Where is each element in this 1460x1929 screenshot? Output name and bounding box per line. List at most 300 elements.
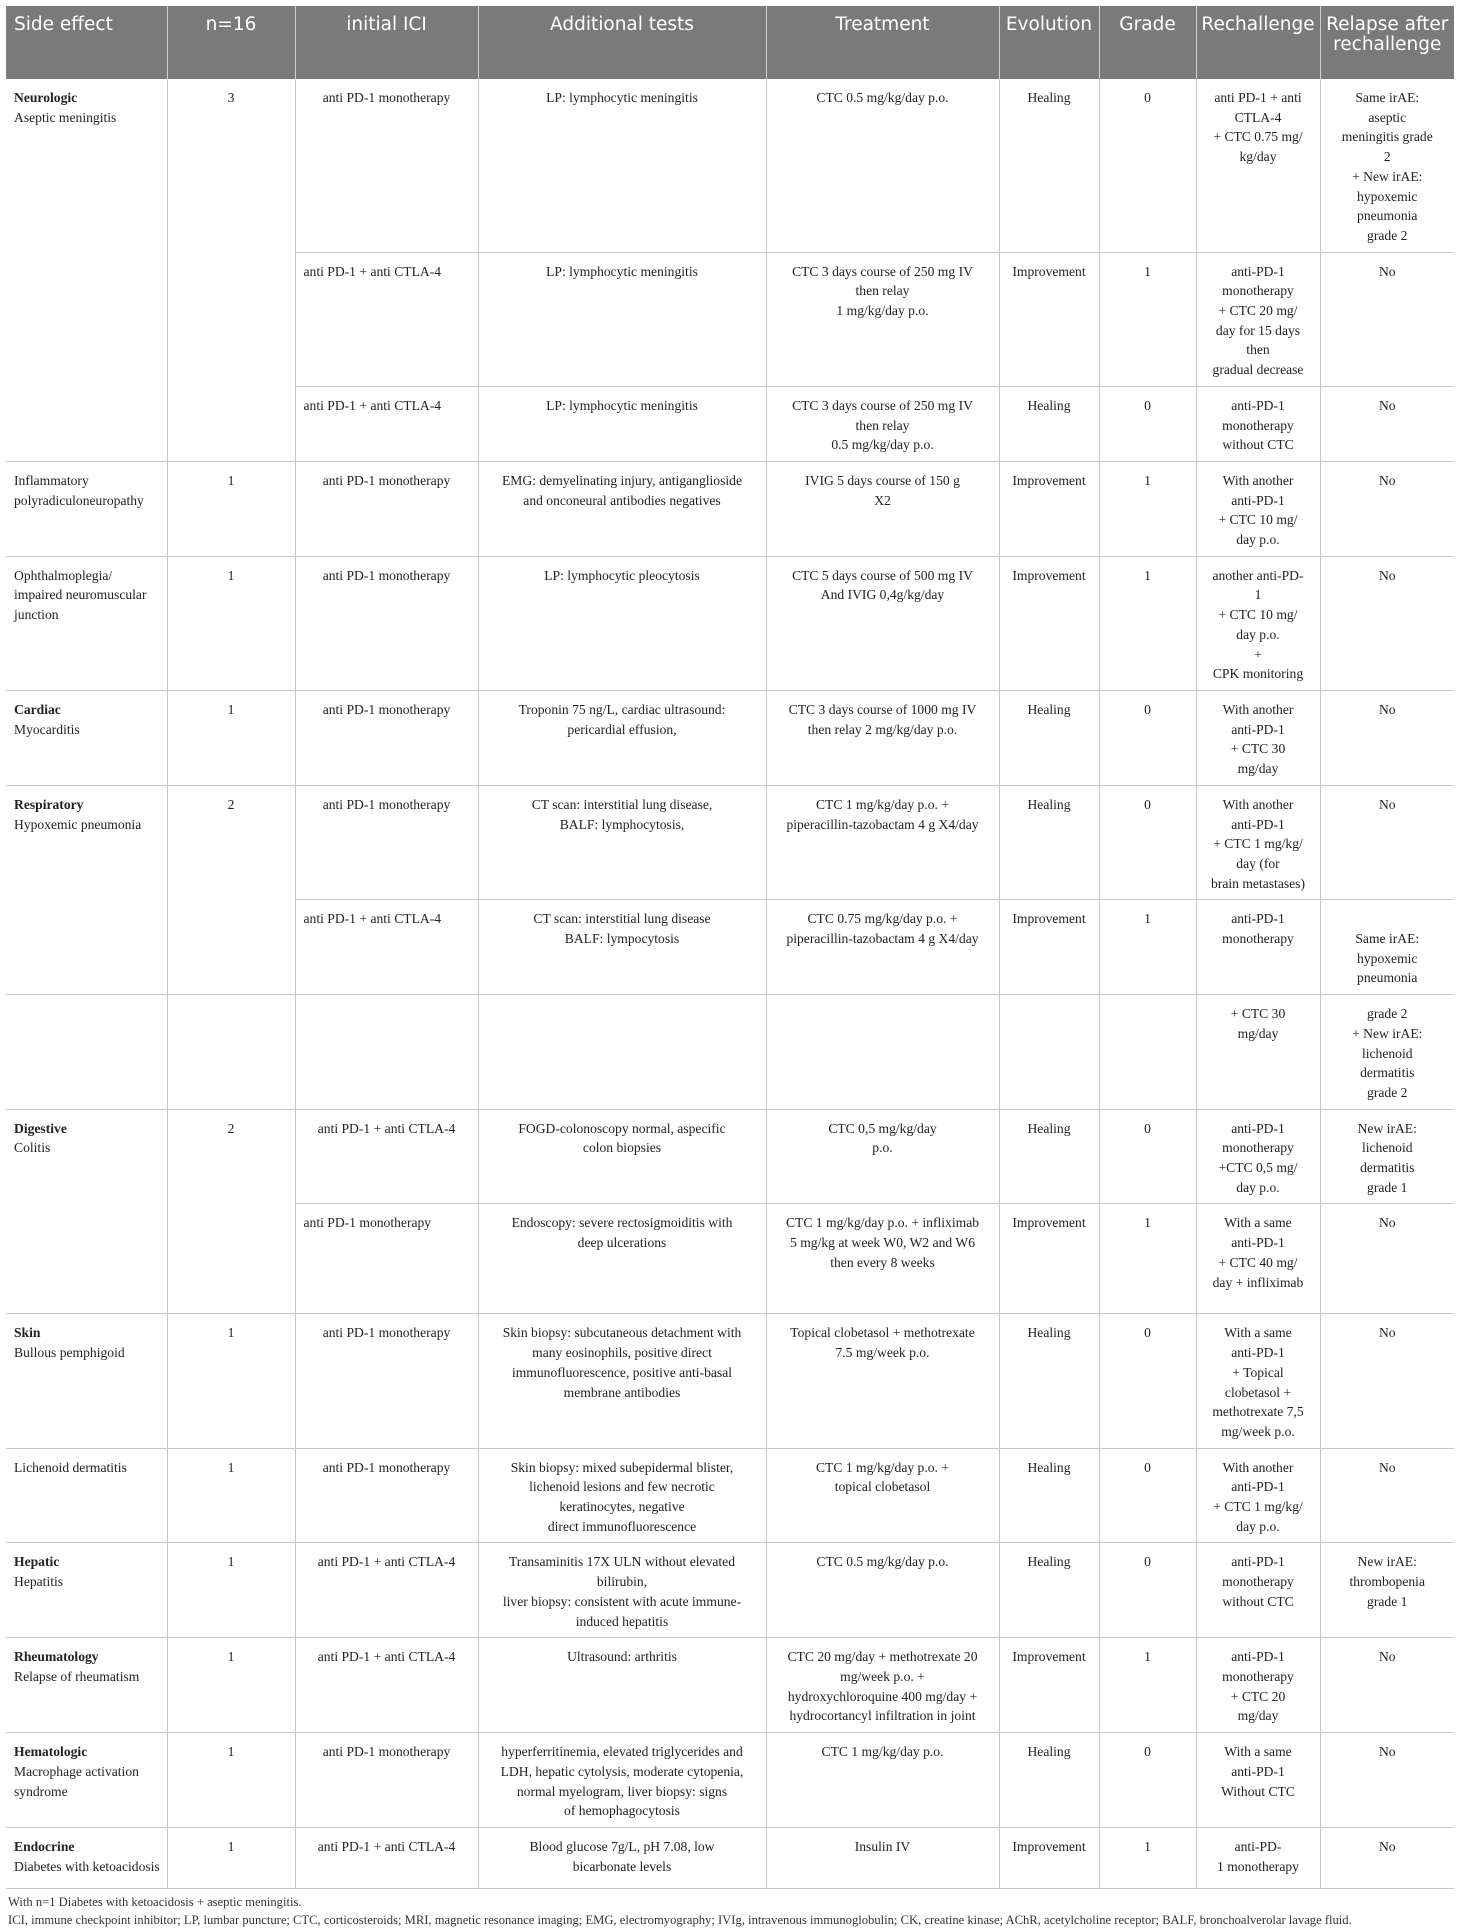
grade-cell: 1 <box>1099 1827 1196 1888</box>
rechallenge-cell <box>1196 1314 1320 1448</box>
evolution-cell: Improvement <box>999 1204 1099 1314</box>
system-label: Skin <box>14 1325 41 1341</box>
condition-label: Myocarditis <box>14 721 80 737</box>
cell-line: + CTC 10 mg/ <box>1218 512 1298 528</box>
cell-line: monotherapy <box>1222 1669 1294 1684</box>
evolution-cell: Healing <box>999 1109 1099 1204</box>
cell-line: + CTC 40 mg/ <box>1218 1254 1298 1270</box>
cell-line: aseptic <box>1368 109 1407 125</box>
cell-line: anti-PD-1 <box>1231 816 1285 832</box>
cell-line: pneumonia <box>1357 208 1418 224</box>
treatment-cell <box>766 1314 999 1448</box>
initial-ici-cell: anti PD-1 + anti CTLA-4 <box>295 386 478 461</box>
evolution-cell: Improvement <box>999 900 1099 995</box>
cell-line: mg/day <box>1237 761 1279 777</box>
initial-ici-cell: anti PD-1 + anti CTLA-4 <box>295 1638 478 1733</box>
cell-line: membrane antibodies <box>563 1384 681 1400</box>
treatment-cell <box>766 1827 999 1888</box>
rechallenge-cell <box>1196 1109 1320 1204</box>
cell-line: CTC 0.5 mg/kg/day p.o. <box>816 1554 949 1570</box>
table-row <box>6 1733 1454 1828</box>
rechallenge-cell <box>1196 1733 1320 1828</box>
grade-cell: 0 <box>1099 1448 1196 1543</box>
treatment-cell <box>766 252 999 386</box>
system-label: Hepatic <box>14 1554 60 1570</box>
cell-line: day p.o. <box>1236 1518 1280 1534</box>
cell-line: CTC 1 mg/kg/day p.o. + <box>815 796 950 812</box>
additional-tests-cell <box>478 1827 766 1888</box>
n-cell: 1 <box>167 461 295 556</box>
cell-line: CTC 1 mg/kg/day p.o. + <box>815 1459 950 1475</box>
side-effect-cell <box>6 995 167 1110</box>
cell-line: grade 2 <box>1367 227 1408 243</box>
header-treatment: Treatment <box>766 6 999 79</box>
grade-cell: 0 <box>1099 785 1196 900</box>
cell-line: liver biopsy: consistent with acute immune- <box>502 1593 742 1609</box>
cell-line: mg/day <box>1237 1708 1279 1724</box>
cell-line: piperacillin-tazobactam 4 g X4/day <box>786 816 979 832</box>
cell-line: day p.o. <box>1236 532 1280 548</box>
system-label: Digestive <box>14 1120 67 1136</box>
cell-line: And IVIG 0,4g/kg/day <box>820 587 945 603</box>
side-effect-cell <box>6 1314 167 1448</box>
cell-line: CTLA-4 <box>1234 109 1282 125</box>
cell-line: normal myelogram, liver biopsy: signs <box>516 1783 728 1799</box>
additional-tests-cell <box>478 785 766 900</box>
cell-line: monotherapy <box>1222 1140 1294 1156</box>
relapse-cell <box>1320 1109 1454 1204</box>
side-effect-cell <box>6 1638 167 1733</box>
table-row <box>6 995 1454 1110</box>
cell-line: monotherapy <box>1222 931 1294 947</box>
cell-line: day (for <box>1236 855 1280 871</box>
grade-cell: 0 <box>1099 1733 1196 1828</box>
grade-cell: 0 <box>1099 79 1196 252</box>
cell-line: + CTC 20 mg/ <box>1218 303 1298 319</box>
cell-line: hydroxychloroquine 400 mg/day + <box>787 1688 978 1704</box>
system-label: Rheumatology <box>14 1649 99 1665</box>
relapse-cell <box>1320 79 1454 252</box>
treatment-cell <box>766 900 999 995</box>
cell-line: hydrocortancyl infiltration in joint <box>789 1708 976 1724</box>
cell-line: anti PD-1 + anti <box>1214 90 1302 105</box>
n-cell: 1 <box>167 1314 295 1448</box>
rechallenge-cell <box>1196 461 1320 556</box>
cell-line: CPK monitoring <box>1212 666 1304 682</box>
cell-line: No <box>1378 567 1396 583</box>
evolution-cell <box>999 995 1099 1110</box>
system-label: Neurologic <box>14 90 78 105</box>
cell-line: then relay 2 mg/kg/day p.o. <box>807 721 958 737</box>
cell-line: FOGD-colonoscopy normal, aspecific <box>518 1120 726 1136</box>
header-additional-tests: Additional tests <box>478 6 766 79</box>
cell-line: direct immunofluorescence <box>547 1518 697 1534</box>
side-effect-cell <box>6 1448 167 1543</box>
initial-ici-cell: anti PD-1 monotherapy <box>295 1733 478 1828</box>
table-row <box>6 1543 1454 1638</box>
cell-line: + CTC 30 <box>1230 741 1286 757</box>
relapse-cell <box>1320 252 1454 386</box>
table-row <box>6 79 1454 252</box>
cell-line: then relay <box>855 417 910 433</box>
relapse-cell <box>1320 1314 1454 1448</box>
cell-line: monotherapy <box>1222 1574 1294 1590</box>
table-row <box>6 785 1454 900</box>
cell-line: then every 8 weeks <box>830 1254 935 1270</box>
condition-label: Hypoxemic pneumonia <box>14 816 142 832</box>
cell-line: anti-PD-1 <box>1231 1345 1285 1361</box>
n-cell: 1 <box>167 1638 295 1733</box>
cell-line: hyperferritinemia, elevated triglycerides and <box>501 1744 743 1760</box>
cell-line: p.o. <box>872 1140 893 1156</box>
rechallenge-cell <box>1196 556 1320 690</box>
cell-line: 5 mg/kg at week W0, W2 and W6 <box>790 1235 975 1251</box>
cell-line: CT scan: interstitial lung disease <box>533 911 711 927</box>
n-cell: 3 <box>167 79 295 461</box>
side-effect-cell <box>6 785 167 994</box>
table-header <box>6 6 1454 79</box>
cell-line: Endoscopy: severe rectosigmoiditis with <box>511 1215 733 1231</box>
cell-line: New irAE: <box>1357 1554 1417 1570</box>
cell-line: 2 <box>1383 149 1391 165</box>
cell-line: BALF: lympocytosis <box>564 931 680 947</box>
cell-line: Troponin 75 ng/L, cardiac ultrasound: <box>518 701 726 717</box>
cell-line: + <box>1254 646 1262 662</box>
system-label: Respiratory <box>14 796 84 812</box>
cell-line: Same irAE: <box>1355 90 1420 105</box>
cell-line: anti-PD- <box>1234 1838 1282 1854</box>
relapse-cell <box>1320 461 1454 556</box>
cell-line: 7.5 mg/week p.o. <box>835 1345 930 1361</box>
cell-line: With a same <box>1224 1744 1292 1760</box>
side-effect-cell <box>6 690 167 785</box>
additional-tests-cell <box>478 1638 766 1733</box>
cell-line: Topical clobetasol + methotrexate <box>790 1325 975 1341</box>
grade-cell: 1 <box>1099 252 1196 386</box>
evolution-cell: Healing <box>999 785 1099 900</box>
cell-line: without CTC <box>1222 1593 1294 1609</box>
cell-line: Insulin IV <box>854 1838 911 1854</box>
n-cell: 1 <box>167 690 295 785</box>
n-cell: 2 <box>167 785 295 994</box>
condition-label: Colitis <box>14 1140 51 1156</box>
cell-line: CTC 3 days course of 250 mg IV <box>792 397 973 413</box>
table-container <box>6 6 1454 1929</box>
table-row <box>6 690 1454 785</box>
cell-line: New irAE: <box>1357 1120 1417 1136</box>
cell-line: 0.5 mg/kg/day p.o. <box>831 437 934 453</box>
treatment-cell <box>766 995 999 1110</box>
evolution-cell: Healing <box>999 1314 1099 1448</box>
n-cell: 1 <box>167 1733 295 1828</box>
cell-line: + Topical <box>1232 1364 1284 1380</box>
cell-line: anti-PD-1 <box>1231 911 1285 927</box>
cell-line: IVIG 5 days course of 150 g <box>805 472 960 488</box>
cell-line: With another <box>1222 796 1294 812</box>
side-effect-cell <box>6 461 167 556</box>
cell-line: 1 <box>1254 587 1262 603</box>
cell-line: No <box>1378 397 1396 413</box>
cell-line <box>1327 909 1449 929</box>
treatment-cell <box>766 1733 999 1828</box>
cell-line: immunofluorescence, positive anti-basal <box>511 1364 733 1380</box>
cell-line: Same irAE: <box>1355 931 1420 947</box>
additional-tests-cell <box>478 556 766 690</box>
footnote-1: With n=1 Diabetes with ketoacidosis + aseptic meningitis. <box>8 1894 302 1909</box>
additional-tests-cell <box>478 252 766 386</box>
cell-line: + CTC 20 <box>1230 1688 1286 1704</box>
cell-line: clobetasol + <box>1224 1384 1292 1400</box>
grade-cell: 1 <box>1099 1204 1196 1314</box>
evolution-cell: Improvement <box>999 1827 1099 1888</box>
additional-tests-cell <box>478 900 766 995</box>
cell-line: CTC 0,5 mg/kg/day <box>828 1120 937 1136</box>
cell-line: No <box>1378 1325 1396 1341</box>
additional-tests-cell <box>478 1109 766 1204</box>
cell-line: monotherapy <box>1222 417 1294 433</box>
table-row <box>6 1827 1454 1888</box>
additional-tests-cell <box>478 1733 766 1828</box>
additional-tests-cell <box>478 1204 766 1314</box>
cell-line: monotherapy <box>1222 283 1294 299</box>
cell-line: anti-PD-1 <box>1231 1120 1285 1136</box>
table-row <box>6 556 1454 690</box>
n-cell: 2 <box>167 1109 295 1314</box>
rechallenge-cell <box>1196 1827 1320 1888</box>
evolution-cell: Healing <box>999 1448 1099 1543</box>
initial-ici-cell: anti PD-1 monotherapy <box>295 785 478 900</box>
side-effect-cell <box>6 79 167 461</box>
evolution-cell: Improvement <box>999 252 1099 386</box>
evolution-cell: Healing <box>999 1733 1099 1828</box>
cell-line: CTC 3 days course of 1000 mg IV <box>788 701 977 717</box>
evolution-cell: Improvement <box>999 461 1099 556</box>
cell-line: Skin biopsy: subcutaneous detachment with <box>502 1325 742 1341</box>
cell-line: X2 <box>874 492 891 508</box>
initial-ici-cell: anti PD-1 monotherapy <box>295 79 478 252</box>
cell-line: LP: lymphocytic meningitis <box>546 263 698 279</box>
initial-ici-cell: anti PD-1 monotherapy <box>295 461 478 556</box>
rechallenge-cell <box>1196 79 1320 252</box>
cell-line: No <box>1378 1838 1396 1854</box>
cell-line: grade 1 <box>1367 1593 1408 1609</box>
cell-line: With another <box>1222 701 1294 717</box>
cell-line: mg/week p.o. <box>1221 1423 1295 1439</box>
rechallenge-cell <box>1196 386 1320 461</box>
treatment-cell <box>766 79 999 252</box>
cell-line: With another <box>1222 472 1294 488</box>
additional-tests-cell <box>478 79 766 252</box>
cell-line: bilirubin, <box>596 1574 648 1590</box>
grade-cell: 1 <box>1099 461 1196 556</box>
cell-line: + CTC 1 mg/kg/ <box>1213 836 1303 852</box>
cell-line: anti-PD-1 <box>1231 1235 1285 1251</box>
cell-line: gradual decrease <box>1212 362 1304 378</box>
initial-ici-cell: anti PD-1 + anti CTLA-4 <box>295 252 478 386</box>
cell-line: Blood glucose 7g/L, pH 7.08, low <box>529 1838 715 1854</box>
cell-line: day p.o. <box>1236 1179 1280 1195</box>
rechallenge-cell <box>1196 1638 1320 1733</box>
cell-line: grade 2 <box>1367 1006 1408 1022</box>
condition-label: Relapse of rheumatism <box>14 1669 140 1684</box>
rechallenge-cell <box>1196 1204 1320 1314</box>
cell-line: anti-PD-1 <box>1231 1649 1285 1665</box>
cell-line: + New irAE: <box>1352 168 1423 184</box>
initial-ici-cell: anti PD-1 + anti CTLA-4 <box>295 900 478 995</box>
rechallenge-cell <box>1196 690 1320 785</box>
side-effect-cell <box>6 556 167 690</box>
n-cell: 1 <box>167 1448 295 1543</box>
cell-line: CTC 3 days course of 250 mg IV <box>792 263 973 279</box>
cell-line: colon biopsies <box>582 1140 662 1156</box>
cell-line: and onconeural antibodies negatives <box>523 492 721 508</box>
initial-ici-cell: anti PD-1 + anti CTLA-4 <box>295 1543 478 1638</box>
grade-cell: 1 <box>1099 1638 1196 1733</box>
cell-line: grade 1 <box>1367 1179 1408 1195</box>
condition-label: Hepatitis <box>14 1574 64 1590</box>
cell-line: methotrexate 7,5 <box>1212 1404 1304 1420</box>
cell-line: LP: lymphocytic pleocytosis <box>544 567 700 583</box>
condition-label: Bullous pemphigoid <box>14 1345 125 1361</box>
cell-line: Ultrasound: arthritis <box>567 1649 677 1665</box>
table-body <box>6 79 1454 1888</box>
cell-line: Skin biopsy: mixed subepidermal blister, <box>510 1459 734 1475</box>
table-row <box>6 1314 1454 1448</box>
relapse-cell <box>1320 900 1454 995</box>
condition-label: Diabetes with ketoacidosis <box>14 1858 160 1874</box>
additional-tests-cell <box>478 1448 766 1543</box>
evolution-cell: Improvement <box>999 1638 1099 1733</box>
treatment-cell <box>766 690 999 785</box>
cell-line: anti-PD-1 <box>1231 492 1285 508</box>
rechallenge-cell <box>1196 995 1320 1110</box>
treatment-cell <box>766 556 999 690</box>
n-cell: 1 <box>167 556 295 690</box>
cell-line: LDH, hepatic cytolysis, moderate cytopenia, <box>500 1763 744 1779</box>
evolution-cell: Healing <box>999 1543 1099 1638</box>
additional-tests-cell <box>478 995 766 1110</box>
table-row <box>6 1448 1454 1543</box>
evolution-cell: Improvement <box>999 556 1099 690</box>
rechallenge-cell <box>1196 1448 1320 1543</box>
system-label: Cardiac <box>14 701 61 717</box>
n-cell <box>167 995 295 1110</box>
cell-line: LP: lymphocytic meningitis <box>546 397 698 413</box>
cell-line: 1 monotherapy <box>1217 1858 1299 1874</box>
rechallenge-cell <box>1196 252 1320 386</box>
grade-cell: 0 <box>1099 1314 1196 1448</box>
cell-line: day for 15 days <box>1215 322 1301 338</box>
grade-cell: 0 <box>1099 1109 1196 1204</box>
cell-line: day + infliximab <box>1212 1274 1304 1290</box>
cell-line: thrombopenia <box>1349 1574 1425 1590</box>
n-cell: 1 <box>167 1827 295 1888</box>
cell-line: No <box>1378 472 1396 488</box>
n-cell: 1 <box>167 1543 295 1638</box>
cell-line: CTC 0.75 mg/kg/day p.o. + <box>807 911 958 927</box>
cell-line: of hemophagocytosis <box>564 1803 680 1819</box>
cell-line: CTC 0.5 mg/kg/day p.o. <box>816 90 949 105</box>
cell-line: anti-PD-1 <box>1231 1554 1285 1570</box>
header-evolution: Evolution <box>999 6 1099 79</box>
relapse-cell <box>1320 785 1454 900</box>
cell-line: No <box>1378 1649 1396 1665</box>
cell-line: LP: lymphocytic meningitis <box>546 90 698 105</box>
treatment-cell <box>766 1543 999 1638</box>
rechallenge-cell <box>1196 1543 1320 1638</box>
cell-line: CTC 1 mg/kg/day p.o. <box>821 1744 944 1760</box>
treatment-cell <box>766 1204 999 1314</box>
cell-line: + New irAE: <box>1352 1025 1423 1041</box>
additional-tests-cell <box>478 1543 766 1638</box>
cell-line: CTC 20 mg/day + methotrexate 20 <box>787 1649 978 1665</box>
grade-cell: 1 <box>1099 900 1196 995</box>
cell-line: day p.o. <box>1236 626 1280 642</box>
cell-line: pneumonia <box>1357 970 1418 986</box>
relapse-cell <box>1320 1827 1454 1888</box>
cell-line: CT scan: interstitial lung disease, <box>531 796 713 812</box>
relapse-cell <box>1320 556 1454 690</box>
cell-line: many eosinophils, positive direct <box>532 1345 712 1361</box>
cell-line: Without CTC <box>1221 1783 1295 1799</box>
cell-line: without CTC <box>1222 437 1294 453</box>
cell-line: + CTC 1 mg/kg/ <box>1213 1499 1303 1515</box>
rechallenge-cell <box>1196 785 1320 900</box>
cell-line: topical clobetasol <box>834 1479 931 1495</box>
cell-line: dermatitis <box>1360 1065 1415 1081</box>
cell-line: With another <box>1222 1459 1294 1475</box>
initial-ici-cell: anti PD-1 monotherapy <box>295 1204 478 1314</box>
cell-line: No <box>1378 796 1396 812</box>
evolution-cell: Healing <box>999 79 1099 252</box>
cell-line: kg/day <box>1239 149 1277 165</box>
header-initial-ici: initial ICI <box>295 6 478 79</box>
cell-line: another anti-PD- <box>1212 567 1304 583</box>
cell-line: No <box>1378 701 1396 717</box>
cell-line: pericardial effusion, <box>567 721 677 737</box>
relapse-cell <box>1320 1733 1454 1828</box>
table-row <box>6 1638 1454 1733</box>
cell-line: induced hepatitis <box>575 1613 669 1629</box>
cell-line: then <box>1246 342 1270 358</box>
header-relapse: Relapse after rechallenge <box>1320 6 1454 79</box>
cell-line: No <box>1378 263 1396 279</box>
cell-line: + CTC 30 <box>1230 1006 1286 1022</box>
relapse-cell <box>1320 1204 1454 1314</box>
relapse-cell <box>1320 690 1454 785</box>
initial-ici-cell: anti PD-1 + anti CTLA-4 <box>295 1827 478 1888</box>
side-effect-cell <box>6 1109 167 1314</box>
additional-tests-cell <box>478 690 766 785</box>
initial-ici-cell: anti PD-1 monotherapy <box>295 1314 478 1448</box>
cell-line: grade 2 <box>1367 1084 1408 1100</box>
cell-line: CTC 5 days course of 500 mg IV <box>792 567 973 583</box>
initial-ici-cell: anti PD-1 + anti CTLA-4 <box>295 1109 478 1204</box>
cell-line: lichenoid <box>1361 1045 1413 1061</box>
cell-line: brain metastases) <box>1211 875 1305 891</box>
cell-line: hypoxemic <box>1357 188 1418 204</box>
treatment-cell <box>766 461 999 556</box>
evolution-cell: Healing <box>999 690 1099 785</box>
table-row <box>6 461 1454 556</box>
system-label: Hematologic <box>14 1744 88 1760</box>
relapse-cell <box>1320 995 1454 1110</box>
cell-line: hypoxemic <box>1357 950 1418 966</box>
condition-label: Macrophage activation syndrome <box>14 1763 139 1799</box>
cell-line: lichenoid <box>1361 1140 1413 1156</box>
initial-ici-cell: anti PD-1 monotherapy <box>295 690 478 785</box>
header-rechallenge: Rechallenge <box>1196 6 1320 79</box>
